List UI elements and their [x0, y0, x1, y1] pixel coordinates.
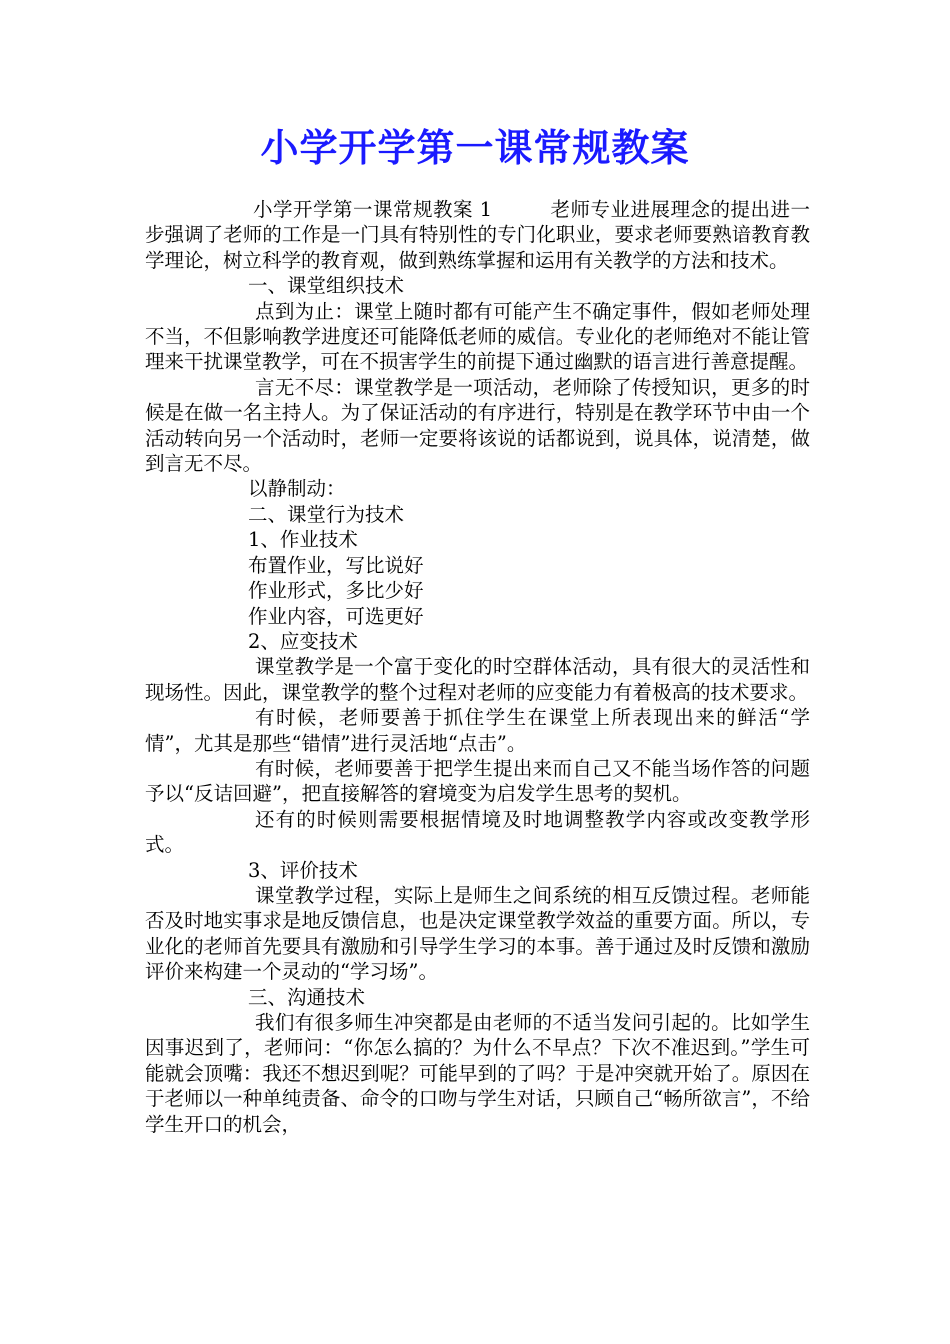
homework-line: 作业内容，可选更好: [248, 604, 424, 628]
document-title: 小学开学第一课常规教案: [260, 125, 690, 170]
paragraph-youshi-1: 有时候，老师要善于抓住学生在课堂上所表现出来的鲜活“学情”，尤其是那些“错情”进行灵活地“点击”。: [145, 706, 810, 755]
subheading-evaluation: 3、评价技术: [248, 858, 358, 882]
paragraph-goutong: 我们有很多师生冲突都是由老师的不适当发问引起的。比如学生因事迟到了，老师问：“你怎么搞的？为什么不早点？下次不准迟到。”学生可能就会顶嘴：我还不想迟到呢？可能早到的了吗？于是冲突就开始了。原因在于老师以一种单纯责备、命令的口吻与学生对话，只顾自己“畅所欲言”，不给学生开口的机会，: [145, 1011, 810, 1136]
intro-paragraph: [145, 197, 810, 273]
subheading-homework: 1、作业技术: [248, 528, 358, 552]
intro-label: 小学开学第一课常规教案 1: [253, 198, 493, 221]
paragraph-yingbian: 课堂教学是一个富于变化的时空群体活动，具有很大的灵活性和现场性。因此，课堂教学的整个过程对老师的应变能力有着极高的技术要求。: [145, 655, 810, 704]
subheading-adaptation: 2、应变技术: [248, 629, 358, 653]
paragraph-yanwu: 言无不尽：课堂教学是一项活动，老师除了传授知识，更多的时候是在做一名主持人。为了保证活动的有序进行，特别是在教学环节中由一个活动转向另一个活动时，老师一定要将该说的话都说到，说具体，说清楚，做到言无不尽。: [145, 375, 810, 476]
section-heading-organization: 一、课堂组织技术: [248, 274, 405, 298]
homework-line: 布置作业，写比说好: [248, 553, 424, 577]
paragraph-diandao: 点到为止：课堂上随时都有可能产生不确定事件，假如老师处理不当，不但影响教学进度还可能降低老师的威信。专业化的老师绝对不能让管理来干扰课堂教学，可在不损害学生的前提下通过幽默的语言进行善意提醒。: [145, 299, 810, 374]
document-body: [145, 197, 810, 1137]
section-heading-behavior: 二、课堂行为技术: [248, 502, 405, 526]
section-heading-communication: 三、沟通技术: [248, 985, 366, 1009]
paragraph-pingjia: 课堂教学过程，实际上是师生之间系统的相互反馈过程。老师能否及时地实事求是地反馈信息，也是决定课堂教学效益的重要方面。所以，专业化的老师首先要具有激励和引导学生学习的本事。善于通过及时反馈和激励评价来构建一个灵动的“学习场”。: [145, 883, 810, 984]
paragraph-youshi-2: 有时候，老师要善于把学生提出来而自己又不能当场作答的问题予以“反诘回避”，把直接解答的窘境变为启发学生思考的契机。: [145, 756, 810, 806]
homework-line: 作业形式，多比少好: [248, 579, 424, 603]
intro-text: 老师专业进展理念的提出进一步强调了老师的工作是一门具有特别性的专门化职业，要求老师要熟谙教育教学理论，树立科学的教育观，做到熟练掌握和运用有关教学的方法和技术。: [145, 198, 810, 272]
line-yijing: 以静制动：: [248, 477, 346, 501]
paragraph-haiyou: 还有的时候则需要根据情境及时地调整教学内容或改变教学形式。: [145, 807, 810, 857]
